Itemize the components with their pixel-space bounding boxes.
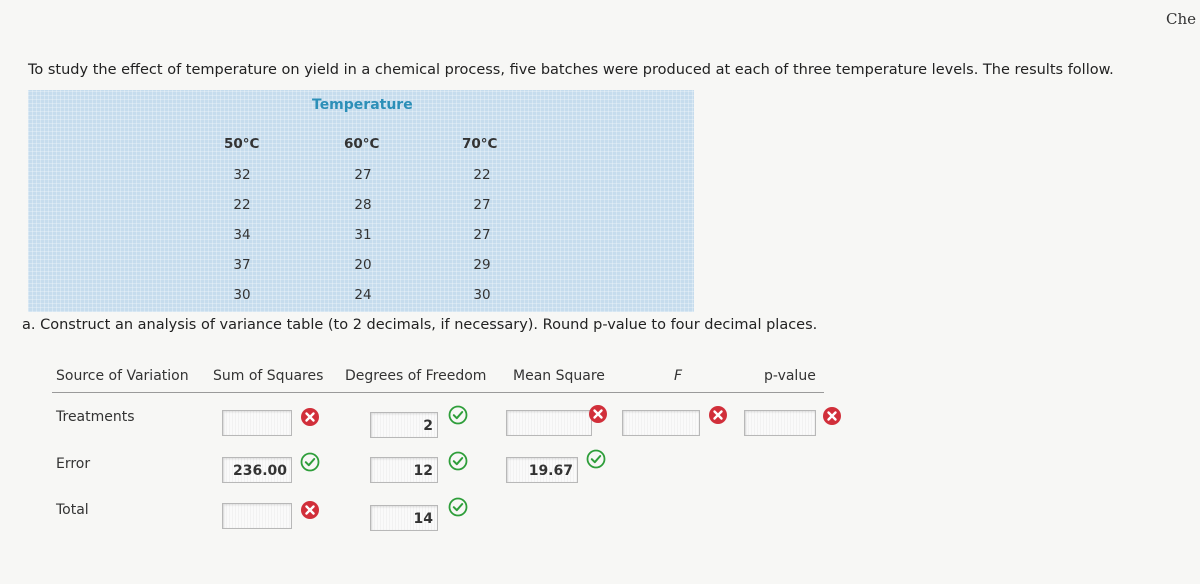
incorrect-icon <box>300 500 320 520</box>
problem-intro: To study the effect of temperature on yield in a chemical process, five batches were produced at each of three temperature levels. The results follow. <box>28 62 1114 78</box>
total-df-input[interactable]: 14 <box>370 505 438 531</box>
table-cell: 27 <box>473 197 491 213</box>
table-cell: 20 <box>354 257 372 273</box>
table-cell: 27 <box>354 167 372 183</box>
correct-icon <box>300 452 320 472</box>
treatments-p-input[interactable] <box>744 410 816 436</box>
table-cell: 27 <box>473 227 491 243</box>
corner-text: Che <box>1165 10 1196 28</box>
correct-icon <box>586 449 606 469</box>
row-label-treatments: Treatments <box>56 409 135 425</box>
treatments-ss-input[interactable] <box>222 410 292 436</box>
header-source: Source of Variation <box>56 368 189 384</box>
correct-icon <box>448 451 468 471</box>
col-header-60: 60°C <box>344 136 380 152</box>
table-cell: 30 <box>233 287 251 303</box>
total-ss-input[interactable] <box>222 503 292 529</box>
incorrect-icon <box>708 405 728 425</box>
table-cell: 22 <box>473 167 491 183</box>
error-ss-input[interactable]: 236.00 <box>222 457 292 483</box>
col-header-50: 50°C <box>224 136 260 152</box>
treatments-ms-input[interactable] <box>506 410 592 436</box>
table-cell: 29 <box>473 257 491 273</box>
table-cell: 30 <box>473 287 491 303</box>
header-p: p-value <box>764 368 816 384</box>
header-divider <box>52 392 824 393</box>
header-ms: Mean Square <box>513 368 605 384</box>
temperature-title: Temperature <box>312 97 413 113</box>
question-a: a. Construct an analysis of variance table (to 2 decimals, if necessary). Round p-value to four decimal places. <box>22 317 818 333</box>
table-cell: 22 <box>233 197 251 213</box>
treatments-f-input[interactable] <box>622 410 700 436</box>
col-header-70: 70°C <box>462 136 498 152</box>
row-label-total: Total <box>56 502 89 518</box>
table-cell: 34 <box>233 227 251 243</box>
table-cell: 28 <box>354 197 372 213</box>
correct-icon <box>448 497 468 517</box>
error-ms-input[interactable]: 19.67 <box>506 457 578 483</box>
incorrect-icon <box>822 406 842 426</box>
incorrect-icon <box>300 407 320 427</box>
table-cell: 24 <box>354 287 372 303</box>
header-df: Degrees of Freedom <box>345 368 487 384</box>
header-f: F <box>674 368 683 384</box>
header-ss: Sum of Squares <box>213 368 324 384</box>
incorrect-icon <box>588 404 608 424</box>
row-label-error: Error <box>56 456 91 472</box>
error-df-input[interactable]: 12 <box>370 457 438 483</box>
correct-icon <box>448 405 468 425</box>
treatments-df-input[interactable]: 2 <box>370 412 438 438</box>
table-cell: 37 <box>233 257 251 273</box>
table-cell: 31 <box>354 227 372 243</box>
table-cell: 32 <box>233 167 251 183</box>
